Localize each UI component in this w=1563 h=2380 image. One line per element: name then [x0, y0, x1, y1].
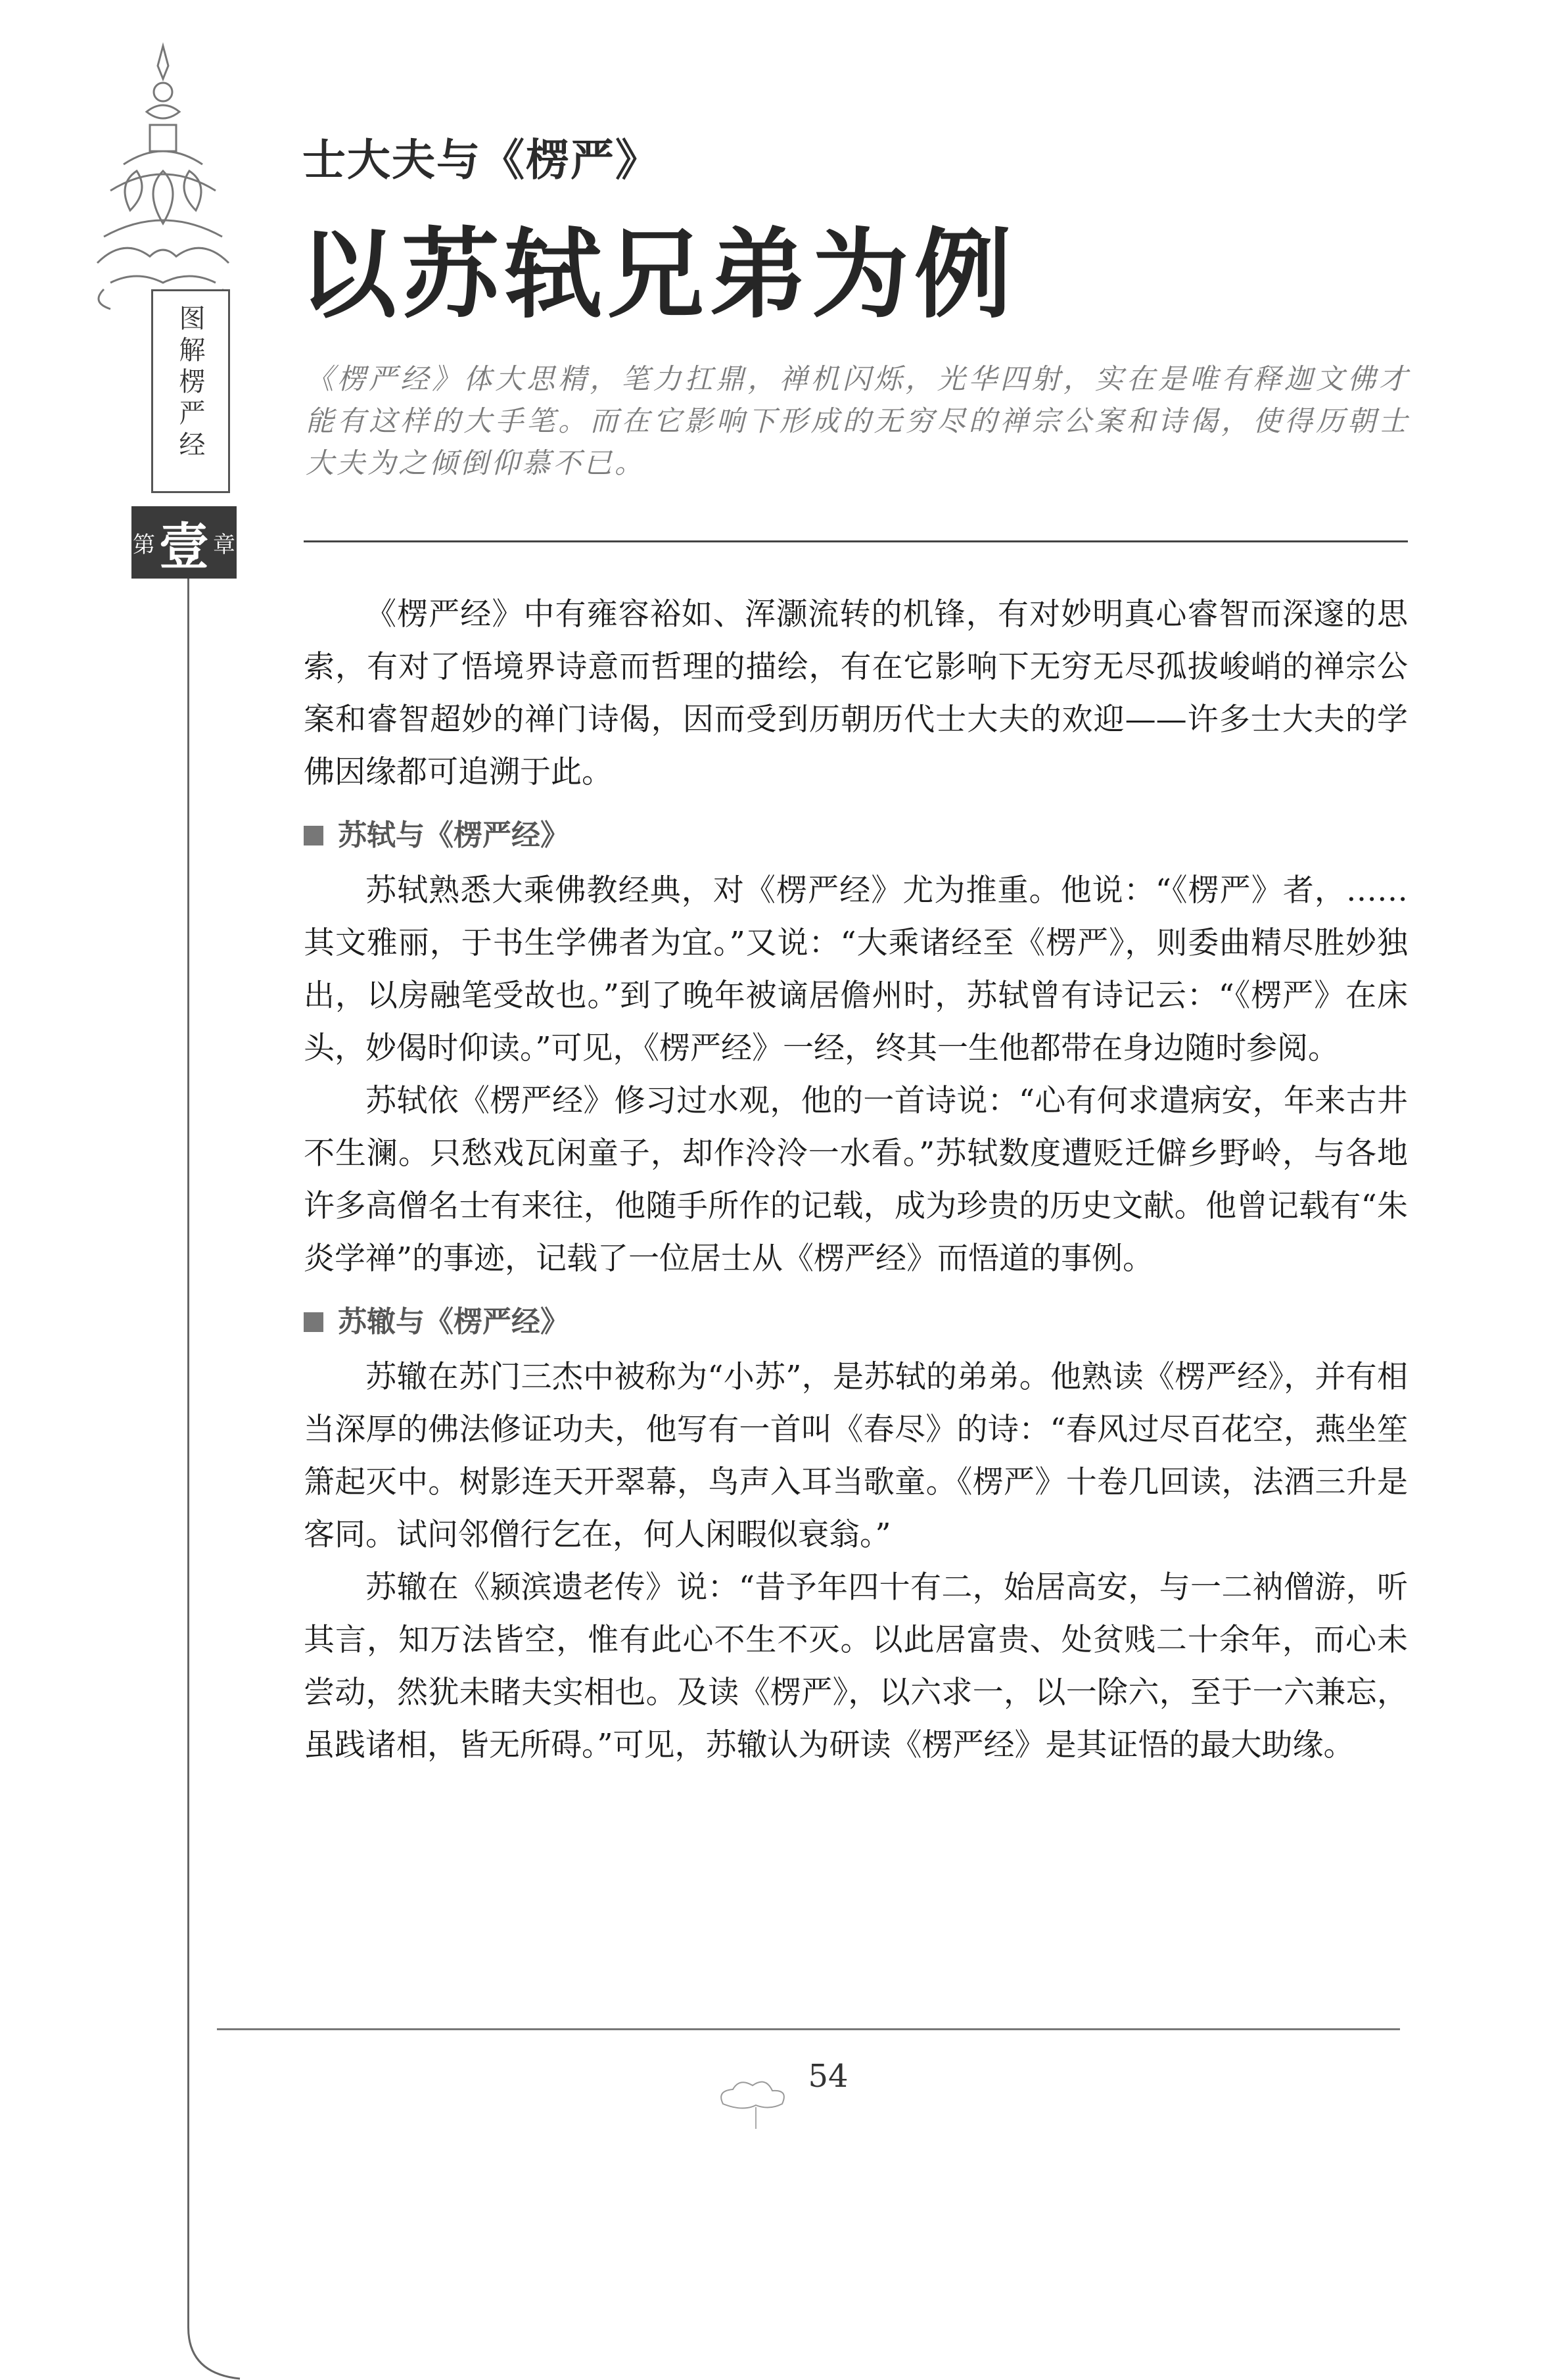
page-title: 以苏轼兄弟为例: [299, 218, 1017, 331]
square-bullet-icon: [304, 826, 323, 845]
article-body: [304, 588, 1408, 1772]
chapter-prefix: 第: [133, 531, 155, 558]
paragraph: 苏轼依《楞严经》修习过水观，他的一首诗说：“心有何求遣病安，年来古井不生澜。只愁戏瓦闲童子，却作泠泠一水看。”苏轼数度遭贬迁僻乡野岭，与各地许多高僧名士有来往，他随手所作的记载，成为珍贵的历史文献。他曾记载有“朱炎学禅”的事迹，记载了一位居士从《楞严经》而悟道的事例。: [304, 1083, 1408, 1277]
header-divider: [304, 540, 1408, 542]
chapter-suffix: 章: [213, 531, 235, 558]
page-number: 54: [808, 2058, 849, 2095]
paragraph: 《楞严经》中有雍容裕如、浑灏流转的机锋，有对妙明真心睿智而深邃的思索，有对了悟境界诗意而哲理的描绘，有在它影响下无穷无尽孤拔峻峭的禅宗公案和睿智超妙的禅门诗偈，因而受到历朝历代士大夫的欢迎——许多士大夫的学佛因缘都可追溯于此。: [304, 596, 1408, 790]
cloud-ornament-icon: [710, 2071, 802, 2130]
margin-rule: [187, 579, 189, 2327]
section-heading-text: 苏轼与《楞严经》: [338, 819, 569, 852]
paragraph: 苏辙在《颍滨遗老传》说：“昔予年四十有二，始居高安，与一二衲僧游，听其言，知万法皆空，惟有此心不生不灭。以此居富贵、处贫贱二十余年，而心未尝动，然犹未睹夫实相也。及读《楞严》，以六求一，以一除六，至于一六兼忘，虽践诸相，皆无所碍。”可见，苏辙认为研读《楞严经》是其证悟的最大助缘。: [304, 1569, 1408, 1763]
page-subtitle: 士大夫与《楞严》: [302, 135, 660, 185]
intro-paragraph: 《楞严经》体大思精，笔力扛鼎，禅机闪烁，光华四射，实在是唯有释迦文佛才能有这样的大手笔。而在它影响下形成的无穷尽的禅宗公案和诗偈，使得历朝士大夫为之倾倒仰慕不已。: [306, 363, 1410, 480]
section-heading: [304, 811, 1408, 861]
chapter-tag: [131, 506, 237, 579]
margin-curve: [187, 2327, 266, 2380]
book-title: 图解楞严经: [175, 304, 205, 462]
chapter-number: 壹: [159, 517, 209, 576]
lotus-ornament-icon: [84, 39, 242, 316]
square-bullet-icon: [304, 1312, 323, 1332]
paragraph: 苏辙在苏门三杰中被称为“小苏”，是苏轼的弟弟。他熟读《楞严经》，并有相当深厚的佛法修证功夫，他写有一首叫《春尽》的诗：“春风过尽百花空，燕坐笙箫起灭中。树影连天开翠幕，鸟声入耳当歌童。《楞严》十卷几回读，法酒三升是客同。试问邻僧行乞在，何人闲暇似衰翁。”: [304, 1359, 1408, 1553]
section-heading-text: 苏辙与《楞严经》: [338, 1305, 569, 1339]
footer-divider: [217, 2028, 1400, 2030]
book-title-box: [151, 289, 230, 493]
paragraph: 苏轼熟悉大乘佛教经典，对《楞严经》尤为推重。他说：“《楞严》者，……其文雅丽，于书生学佛者为宜。”又说：“大乘诸经至《楞严》，则委曲精尽胜妙独出，以房融笔受故也。”到了晚年被谪居儋州时，苏轼曾有诗记云：“《楞严》在床头，妙偈时仰读。”可见，《楞严经》一经，终其一生他都带在身边随时参阅。: [304, 872, 1408, 1066]
section-heading: [304, 1297, 1408, 1347]
